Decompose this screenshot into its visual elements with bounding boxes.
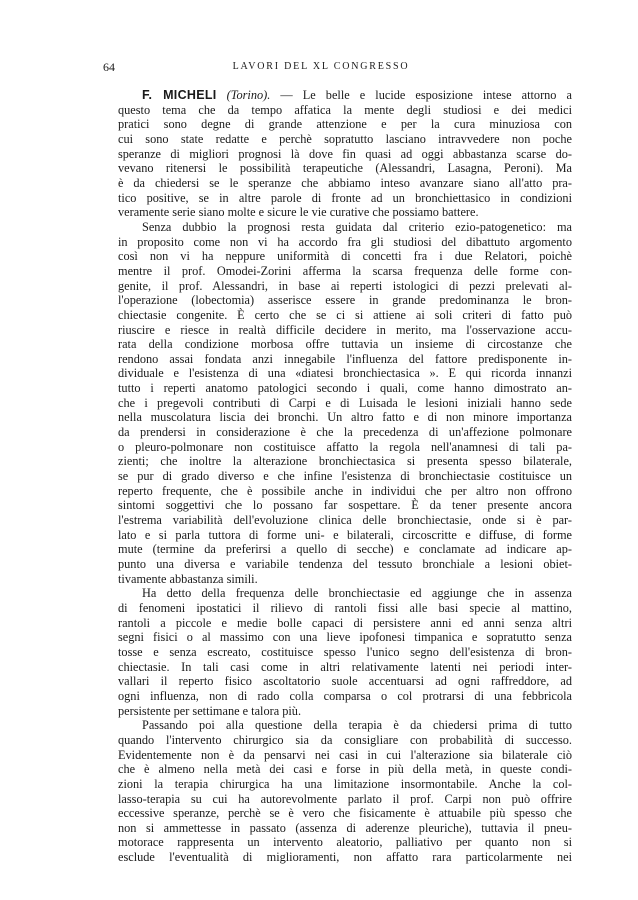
text-line: cui sono state redatte e perchè sopratutto lasciano intravvedere non poche — [118, 131, 572, 146]
text-line: punto una diversa e variabile tendenza del tessuto bronchiale a lesioni obiet- — [118, 557, 572, 571]
text-line: chiectasie. In tali casi come in altri relativamente latenti nei periodi inter- — [118, 659, 572, 674]
text-line: rantoli a piccole e medie bolle capaci di persistere anni ed anni senza altri — [118, 615, 572, 630]
text-line: tico positive, se in altre parole di fronte ad un bronchiettasico in condizioni — [118, 190, 572, 205]
text-line: riuscire e riesce in realtà difficile decidere in merito, ma l'osservazione accu- — [118, 322, 572, 337]
text-line: ogni influenza, non di rado colla comparsa o col protrarsi di una febbricola — [118, 688, 572, 703]
text-line: è da chiedersi se le speranze che abbiamo inteso avanzare siano all'atto pra- — [118, 175, 572, 190]
text-line: mute (termine da preferirsi a quello di secche) e conclamate ad indicare ap- — [118, 542, 572, 557]
text-line: veramente serie siano molte e sicure le vie curative che possiamo battere. — [118, 205, 479, 220]
text-line: tutto i reperti anatomo patologici secondo i quali, come hanno dimostrato an- — [118, 381, 572, 396]
text-line: pratici sono degne di grande attenzione e per la cura minuziosa con — [118, 117, 572, 132]
text-line: nella muscolatura liscia dei bronchi. Un altro fatto e di non minore importanza — [118, 410, 572, 425]
author-name: F. MICHELI — [142, 88, 217, 102]
text-line: se pur di grado diverso e che infine l'esistenza di bronchiectasie costituisce un — [118, 469, 572, 484]
opening-text: — Le belle e lucide esposizione intese attorno a — [270, 88, 572, 102]
text-line: tivamente abbastanza simili. — [118, 571, 258, 586]
author-place: (Torino). — [226, 88, 271, 102]
text-line: da prendersi in considerazione è che la precedenza di un'affezione polmonare — [118, 425, 572, 440]
text-line: chiectasie congenite. È certo che se ci si attiene ai soli criteri di fatto può — [118, 307, 572, 322]
text-line: che i pregevoli contributi di Carpi e di Luisada le lesioni iniziali hanno sede — [118, 395, 572, 410]
paragraph-start: Ha detto della frequenza delle bronchiectasie ed aggiunge che in assenza — [142, 586, 572, 601]
paragraph-start: Passando poi alla questione della terapia è da chiedersi prima di tutto — [142, 718, 572, 733]
text-line: l'operazione (lobectomia) asserisce essere in grande predominanza le bron- — [118, 293, 572, 308]
paragraph-start: Senza dubbio la prognosi resta guidata dal criterio ezio-patogenetico: ma — [142, 219, 572, 234]
text-line: dividuale e l'esistenza di una «diatesi bronchiectasica ». E qui ricorda innanzi — [118, 366, 572, 381]
text-line: questo tema che da tempo affatica la mente degli studiosi e dei medici — [118, 102, 572, 117]
text-line: l'estrema variabilità dell'evoluzione clinica delle bronchiectasie, onde si è par- — [118, 513, 572, 528]
text-line: eccessive speranze, perchè se è vero che fisicamente è attuabile più spesso che — [118, 806, 572, 821]
text-line: Evidentemente non è da pensarvi nei casi in cui l'alterazione sia bilaterale ciò — [118, 747, 572, 762]
text-line: motorace rappresenta un intervento aleatorio, palliativo per quanto non si — [118, 835, 572, 850]
text-line: lasso-terapia su cui ha autorevolmente parlato il prof. Carpi non può offrire — [118, 791, 572, 806]
header-title: LAVORI DEL XL CONGRESSO — [232, 61, 410, 72]
text-line: non si ammettesse in passato (assenza di aderenze pleuriche), tuttavia il pneu- — [118, 820, 572, 835]
text-line: reperto frequente, che è possibile anche in individui che per altro non offrono — [118, 483, 572, 498]
text-line: zioni la terapia chirurgica ha una limitazione insormontabile. Anche la col- — [118, 776, 572, 791]
text-line: segni fisici o al massimo con una lieve ipofonesi timpanica e sopratutto senza — [118, 630, 572, 645]
text-line: zienti; che inoltre la alterazione bronchiectasica si presenta spesso bilaterale, — [118, 454, 572, 469]
text-line: speranze di migliori prognosi là dove fin quasi ad oggi abbastanza scarse do- — [118, 146, 572, 161]
text-line: genite, il prof. Alessandri, in base ai reperti istologici di pezzi prelevati al- — [118, 278, 572, 293]
text-line: vallari il reperto fisico ascoltatorio suole accentuarsi ad ogni raffreddore, ad — [118, 674, 572, 689]
text-line: in proposito come non vi ha accordo fra gli studiosi del dibattuto argomento — [118, 234, 572, 249]
text-line: lato e si parla tuttora di forme uni- e bilaterali, circoscritte e diffuse, di forme — [118, 527, 572, 542]
opening-line — [118, 88, 572, 103]
text-line: vevano ritenersi le possibilità terapeutiche (Alessandri, Lasagna, Peroni). Ma — [118, 161, 572, 176]
running-header — [103, 60, 539, 76]
text-line: sintomi soggettivi che lo possano far sospettare. È da tener presente ancora — [118, 498, 572, 513]
text-line: così non vi ha neppure uniformità di concetti fra i due Relatori, poichè — [118, 249, 572, 264]
body-text — [118, 88, 572, 865]
text-line: o pleuro-polmonare non costituisce affatto la regola nell'anamnesi di tali pa- — [118, 439, 572, 454]
text-line: esclude l'eventualità di miglioramenti, non affatto rara particolarmente nei — [118, 850, 572, 865]
text-line: mentre il prof. Omodei-Zorini afferma la scarsa frequenza delle forme con- — [118, 263, 572, 278]
text-line: rendono assai fondata anzi innegabile l'influenza del fattore predisponente in- — [118, 351, 572, 366]
text-line: rata della condizione morbosa offre tuttavia un insieme di circostanze che — [118, 337, 572, 352]
text-line: che è almeno nella metà dei casi e forse in più della metà, in queste condi- — [118, 762, 572, 777]
text-line: tosse e senza escreato, costituisce spesso l'unico segno dell'esistenza di bron- — [118, 644, 572, 659]
page-number: 64 — [103, 60, 115, 74]
text-line: quando l'intervento chirurgico sia da consigliare con probabilità di successo. — [118, 732, 572, 747]
text-line: di fenomeni ipostatici il rilievo di rantoli fissi alle basi specie al mattino, — [118, 600, 572, 615]
text-line: persistente per settimane e talora più. — [118, 703, 302, 718]
